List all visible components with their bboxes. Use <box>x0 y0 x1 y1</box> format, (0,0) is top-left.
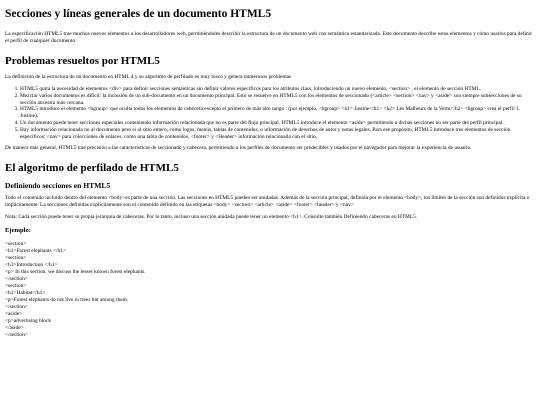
code-line: <section> <box>5 254 27 261</box>
problems-list <box>5 86 535 141</box>
list-item: 4. Un documento puede tener secciones especiales conteniendo información relacionada que no es parte del flujo principal. HTML5 introduce el elemento <aside> permitiendo a dichas secciones no ser parte del perfil principal. <box>20 120 535 127</box>
problems-lead-paragraph: La definición de la estructura de un documento en HTML 4 y su algoritmo de perfilado es muy tosco y genera numerosos problemas <box>5 73 292 80</box>
code-line: <h1>Forest elephants </h1> <box>5 247 66 254</box>
list-item: 5. Hay información relacionada no al documento pero si al sitio entero, como logos, menús, tablas de contenidos, o información de derechos de autor y notas legales. Para ese propósito, HTML5 introduce tres elementos de sección específicos: <nav> para colecciones de enlaces, como una tabla de contenidos, <footer> y <Header> información relacionada con el sitio. <box>20 127 535 141</box>
list-item: 2. Mezclar varios documentos es difícil: la inclusión de un sub-documento en un documento principal. Esto se resuelve en HTML5 con los elementos de seccionado (<article> <section> <nav> y <aside> son siempre subsecciones de su sección ancestra más cercana. <box>20 93 535 107</box>
code-line: </section> <box>5 331 28 338</box>
code-line: </section> <box>5 303 28 310</box>
section-heading-problems: Problemas resueltos por HTML5 <box>5 54 160 67</box>
page-title: Secciones y líneas generales de un documento HTML5 <box>5 8 272 20</box>
code-line: <h1>Introduction </h1> <box>5 261 58 268</box>
defining-sections-paragraph: Todo el contenido incluido dentro del elemento <body>es parte de una sección. Las secciones en HTML5 pueden ser anidadas. Además de la sección principal, definida por el elemento <body>, los límites de la sección son definidos explícita o implícitamente. La secciones definidas explícitamente son el contenido definido en las etiquetas <body> <section> <article> <aside> <footer> <header> y <nav> <box>5 195 530 209</box>
code-example <box>5 241 535 339</box>
intro-paragraph: La especificación HTML5 trae muchos nuevos elementos a los desarrolladores web, permitiéndoles describir la estructura de un documento web con semántica estandarizada. Este documento describe estos elementos y cómo usarlos para definir el perfil de cualquier documento. <box>5 30 533 44</box>
code-line: </section> <box>5 275 28 282</box>
section-heading-algorithm: El algoritmo de perfilado de HTML5 <box>5 161 179 174</box>
code-line: <aside> <box>5 310 23 317</box>
note-paragraph: Nota: Cada sección puede tener su propia jerarquía de cabeceras. Por lo tanto, incluso una sección anidada puede tener un elemento <h1>. Consulte también Definiendo cabeceras en HTML5. <box>5 213 418 220</box>
code-line: <p>Forest elephants do not live in trees but among them. <box>5 296 129 303</box>
problems-closing-paragraph: De manera más general, HTML5 trae precisión a las características de seccionado y cabecera, permitiendo a los perfiles de documento ser predecibles y usados por el navegador para mejorar la experiencia de usuario. <box>5 144 472 151</box>
code-line: <h1>Habitat</h1> <box>5 289 46 296</box>
code-line: <section> <box>5 282 27 289</box>
code-line: <p> In this section, we discuss the lesser known forest elephants. <box>5 268 146 275</box>
code-line: <section> <box>5 240 27 247</box>
subheading-defining-sections: Definiendo secciones en HTML5 <box>5 181 111 191</box>
example-heading: Ejemplo: <box>5 226 32 234</box>
list-item: 1. HTML5 quita la necesidad de elementos <div> para definir secciones semánticas sin definir valores específicos para los atributos class, introduciendo un nuevo elemento, <section> , el elemento de sección HTML. <box>20 86 535 93</box>
code-line: </aside> <box>5 324 24 331</box>
list-item: 3. HTML5 introduce el elemento <hgroup> que oculta todos los elementos de cabecera excepto el primero de más alto rango : (por ejemplo, <hgroup> <h1> Justine</h1> <h2> Les Malheurs de la Vertu</h2> <hgroup> crea el perfil 1. Justine). <box>20 106 535 120</box>
code-line: <p>advertising block <box>5 317 52 324</box>
